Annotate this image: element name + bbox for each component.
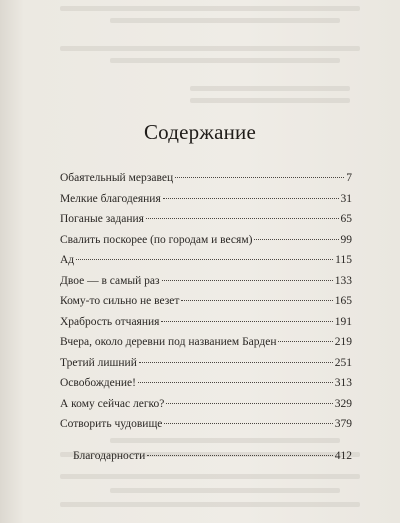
bleed-through-line — [60, 46, 360, 51]
toc-entry — [60, 189, 352, 210]
toc-entry-page: 7 — [346, 172, 352, 184]
toc-entry-title: Третий лишний — [60, 356, 137, 369]
toc-entry-title: Двое — в самый раз — [60, 274, 160, 287]
dot-leader — [147, 455, 332, 456]
toc-entry-page: 191 — [334, 315, 352, 328]
dot-leader — [161, 321, 332, 322]
toc-entry-page: 379 — [334, 418, 352, 430]
dot-leader — [139, 362, 333, 363]
dot-leader — [146, 218, 339, 219]
toc-entry-page: 251 — [334, 356, 352, 369]
dot-leader — [76, 259, 333, 260]
dot-leader — [166, 403, 332, 404]
toc-entry-title: Обаятельный мерзавец — [60, 172, 174, 184]
dot-leader — [175, 177, 344, 178]
toc-entry — [60, 250, 352, 271]
toc-entry-page: 31 — [340, 192, 352, 205]
toc-entry-title: Поганые задания — [60, 213, 144, 225]
toc-entry-page: 219 — [334, 336, 352, 348]
toc-entry — [60, 271, 352, 292]
dot-leader — [164, 423, 332, 424]
toc-entry — [60, 353, 352, 374]
bleed-through-line — [110, 58, 340, 63]
toc-entry-page: 313 — [334, 377, 352, 389]
bleed-through-line — [190, 86, 350, 91]
bleed-through-line — [60, 6, 360, 11]
dot-leader — [163, 198, 339, 199]
toc-entry-page: 99 — [340, 233, 352, 246]
toc-entry — [60, 332, 352, 353]
dot-leader — [278, 341, 332, 342]
toc-entry — [60, 373, 352, 394]
toc-entry-title: Сотворить чудовище — [60, 418, 163, 430]
dot-leader — [162, 280, 333, 281]
bleed-through-line — [110, 488, 340, 493]
toc-entry-acknowledgements — [60, 446, 352, 467]
toc-entry — [60, 312, 352, 333]
bleed-through-line — [60, 502, 360, 507]
toc-entry-title: Храбрость отчаяния — [60, 315, 160, 328]
toc-entry — [60, 230, 352, 251]
toc-entry — [60, 168, 352, 189]
toc-entry-page: 65 — [340, 213, 352, 225]
toc-entry-title: Кому-то сильно не везет — [60, 295, 180, 307]
bleed-through-line — [60, 474, 360, 479]
bleed-through-line — [190, 98, 350, 103]
table-of-contents — [60, 168, 352, 466]
toc-entry-title: Мелкие благодеяния — [60, 192, 161, 205]
toc-entry — [60, 414, 352, 435]
toc-entry-page: 412 — [334, 449, 352, 462]
toc-entry-title: Свалить поскорее (по городам и весям) — [60, 233, 253, 246]
toc-entry-title: Вчера, около деревни под названием Барден — [60, 336, 277, 348]
toc-entry-title: Благодарности — [73, 449, 146, 462]
page-title: Содержание — [143, 120, 257, 144]
toc-entry-page: 115 — [335, 254, 352, 266]
toc-entry-title: Ад — [60, 254, 75, 266]
toc-entry-title: Освобождение! — [60, 377, 136, 389]
bleed-through-line — [110, 18, 340, 23]
toc-entry-title: А кому сейчас легко? — [60, 397, 165, 410]
toc-entry-page: 133 — [334, 274, 352, 287]
dot-leader — [138, 382, 333, 383]
toc-entry-page: 329 — [334, 397, 352, 410]
toc-entry — [60, 209, 352, 230]
toc-entry-page: 165 — [334, 295, 352, 307]
toc-entry — [60, 394, 352, 415]
dot-leader — [181, 300, 332, 301]
dot-leader — [254, 239, 338, 240]
toc-entry — [60, 291, 352, 312]
